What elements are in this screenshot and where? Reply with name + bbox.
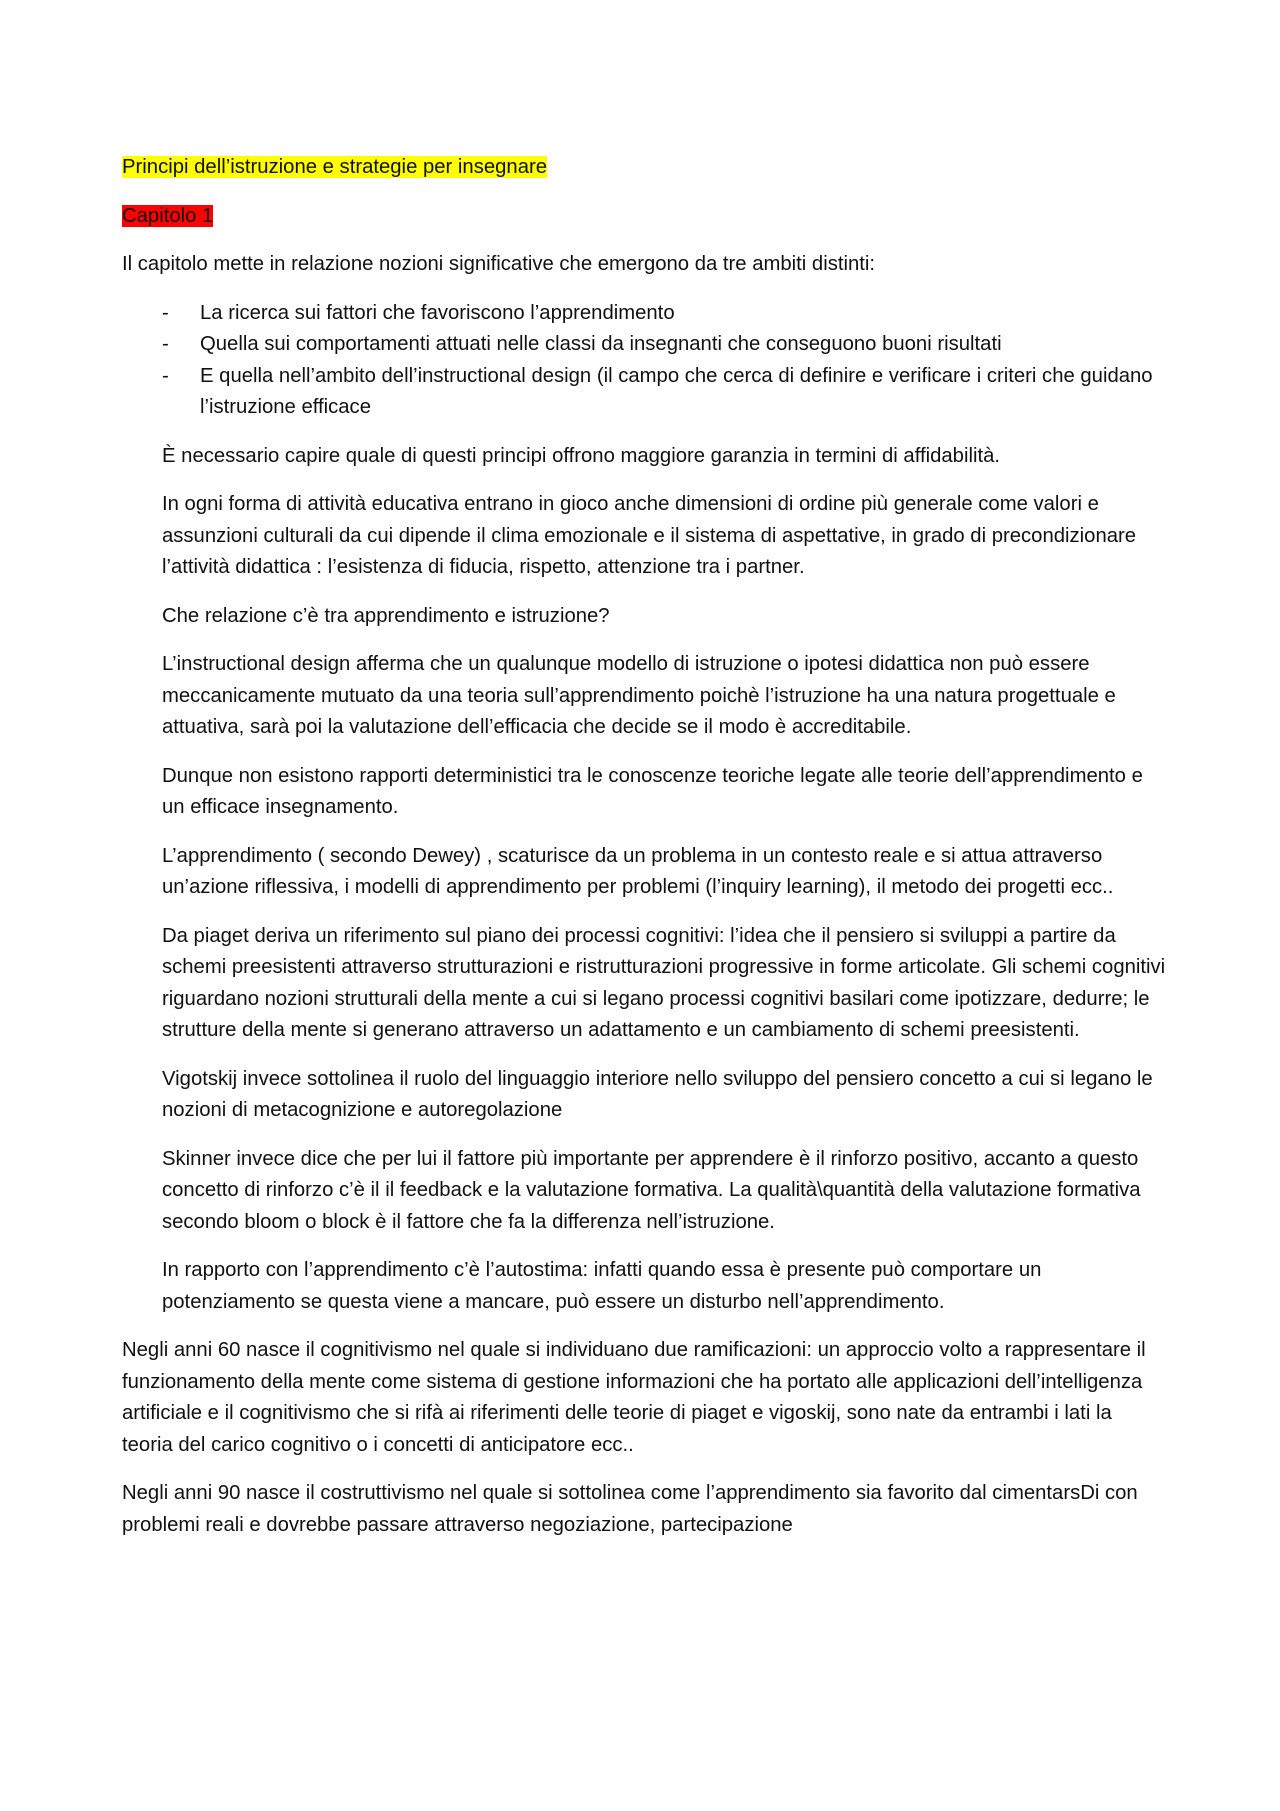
paragraph-autostima: In rapporto con l’apprendimento c’è l’autostima: infatti quando essa è presente può comportare un potenziamento se questa viene a mancare, può essere un disturbo nell’apprendimento. — [162, 1259, 1042, 1313]
document-title-line — [122, 152, 1167, 184]
paragraph-vigotskij: Vigotskij invece sottolinea il ruolo del linguaggio interiore nello sviluppo del pensiero concetto a cui si legano le nozioni di metacognizione e autoregolazione — [162, 1067, 1153, 1121]
intro-paragraph: Il capitolo mette in relazione nozioni significative che emergono da tre ambiti distinti: — [122, 253, 876, 275]
document-body — [122, 152, 1167, 1558]
list-item — [122, 329, 1167, 361]
paragraph-piaget: Da piaget deriva un riferimento sul piano dei processi cognitivi: l’idea che il pensiero si sviluppi a partire da schemi preesistenti attraverso strutturazioni e ristrutturazioni progressive in forme articolate. Gli schemi cognitivi riguardano nozioni strutturali della mente a cui si legano processi cognitivi basilari come ipotizzare, dedurre; le strutture della mente si generano attraverso un adattamento e un cambiamento di schemi preesistenti. — [162, 924, 1166, 1041]
paragraph-cognitivismo: Negli anni 60 nasce il cognitivismo nel quale si individuano due ramificazioni: un approccio volto a rappresentare il funzionamento della mente come sistema di gestione informazioni che ha portato alle applicazioni dell’intelligenza artificiale e il cognitivismo che si rifà ai riferimenti delle teorie di piaget e vigoskij, sono nate da entrambi i lati la teoria del carico cognitivo o i concetti di anticipatore ecc.. — [122, 1339, 1146, 1456]
paragraph-skinner: Skinner invece dice che per lui il fattore più importante per apprendere è il rinforzo positivo, accanto a questo concetto di rinforzo c’è il il feedback e la valutazione formativa. La qualità\quantità della valutazione formativa secondo bloom o block è il fattore che fa la differenza nell’istruzione. — [162, 1147, 1141, 1233]
document-title: Principi dell’istruzione e strategie per insegnare — [122, 156, 548, 178]
dash-list — [122, 298, 1167, 424]
paragraph-question: Che relazione c’è tra apprendimento e istruzione? — [162, 604, 610, 627]
list-item — [122, 298, 1167, 330]
dash-marker: - — [162, 333, 169, 355]
chapter-heading-line — [122, 201, 1167, 233]
chapter-heading: Capitolo 1 — [122, 204, 214, 227]
paragraph-dewey: L’apprendimento ( secondo Dewey) , scaturisce da un problema in un contesto reale e si attua attraverso un’azione riflessiva, i modelli di apprendimento per problemi (l’inquiry learning), il metodo dei progetti ecc.. — [162, 844, 1114, 898]
paragraph-affidabilita: È necessario capire quale di questi principi offrono maggiore garanzia in termini di affidabilità. — [162, 444, 1001, 467]
list-item-text: La ricerca sui fattori che favoriscono l’apprendimento — [200, 301, 675, 324]
dash-marker: - — [162, 301, 169, 324]
paragraph-costruttivismo: Negli anni 90 nasce il costruttivismo nel quale si sottolinea come l’apprendimento sia favorito dal cimentarsDi con problemi reali e dovrebbe passare attraverso negoziazione, partecipazione — [122, 1482, 1138, 1536]
paragraph-rapporti-deterministici: Dunque non esistono rapporti deterministici tra le conoscenze teoriche legate alle teorie dell’apprendimento e un efficace insegnamento. — [162, 764, 1143, 818]
list-item-text: Quella sui comportamenti attuati nelle classi da insegnanti che conseguono buoni risultati — [200, 333, 1002, 355]
paragraph-attivita-educativa: In ogni forma di attività educativa entrano in gioco anche dimensioni di ordine più generale come valori e assunzioni culturali da cui dipende il clima emozionale e il sistema di aspettative, in grado di precondizionare l’attività didattica : l’esistenza di fiducia, rispetto, attenzione tra i partner. — [162, 493, 1137, 578]
dash-marker: - — [162, 364, 169, 387]
list-item-text: E quella nell’ambito dell’instructional design (il campo che cerca di definire e verificare i criteri che guidano l’istruzione efficace — [200, 364, 1153, 418]
list-item — [122, 361, 1167, 424]
paragraph-instructional-design: L’instructional design afferma che un qualunque modello di istruzione o ipotesi didattica non può essere meccanicamente mutuato da una teoria sull’apprendimento poichè l’istruzione ha una natura progettuale e attuativa, sarà poi la valutazione dell’efficacia che decide se il modo è accreditabile. — [162, 653, 1116, 738]
